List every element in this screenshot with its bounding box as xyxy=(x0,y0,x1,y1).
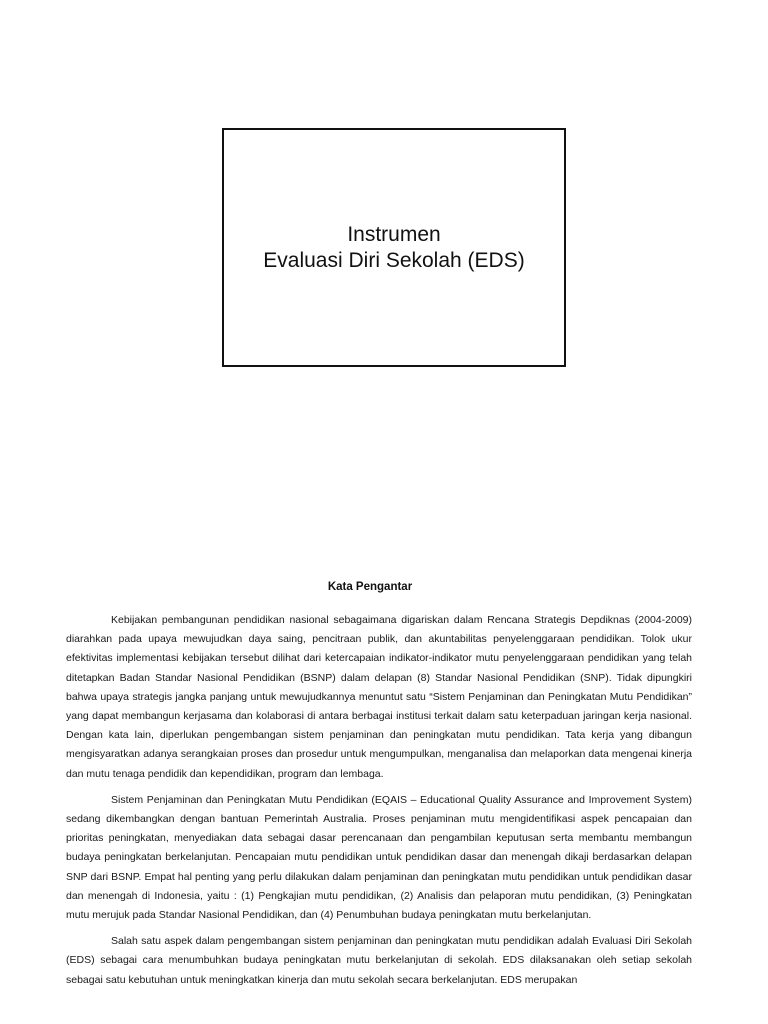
section-heading: Kata Pengantar xyxy=(327,581,413,593)
paragraph-2: Sistem Penjaminan dan Peningkatan Mutu Pendidikan (EQAIS – Educational Quality Assurance and Improvement System) sedang dikembangkan dengan bantuan Pemerintah Australia. Proses penjaminan mutu mengidentifikasi aspek pencapaian dan prioritas peningkatan, menyediakan data sebagai dasar perencanaan dan pengambilan keputusan serta membantu membangun budaya peningkatan berkelanjutan. Pencapaian mutu pendidikan untuk pendidikan dasar dan menengah dikaji berdasarkan delapan SNP dari BSNP. Empat hal penting yang perlu dilakukan dalam penjaminan dan peningkatan mutu pendidikan untuk pendidikan dasar dan menengah di Indonesia, yaitu : (1) Pengkajian mutu pendidikan, (2) Analisis dan pelaporan mutu pendidikan, (3) Peningkatan mutu merujuk pada Standar Nasional Pendidikan, dan (4) Penumbuhan budaya peningkatan mutu berkelanjutan. xyxy=(66,793,692,922)
cover-title-line-2: Evaluasi Diri Sekolah (EDS) xyxy=(263,248,525,272)
paragraph-3: Salah satu aspek dalam pengembangan sistem penjaminan dan peningkatan mutu pendidikan adalah Evaluasi Diri Sekolah (EDS) sebagai cara menumbuhkan budaya peningkatan mutu berkelanjutan di sekolah. EDS dilaksanakan oleh setiap sekolah sebagai satu kebutuhan untuk meningkatkan kinerja dan mutu sekolah secara berkelanjutan. EDS merupakan xyxy=(66,935,692,986)
cover-title-line-1: Instrumen xyxy=(347,222,441,246)
cover-title-box xyxy=(222,128,566,367)
paragraph-1: Kebijakan pembangunan pendidikan nasional sebagaimana digariskan dalam Rencana Strategis Depdiknas (2004-2009) diarahkan pada upaya mewujudkan daya saing, pencitraan publik, dan akuntabilitas penyelenggaraan pendidikan. Tolok ukur efektivitas implementasi kebijakan tersebut dilihat dari ketercapaian indikator-indikator mutu penyelenggaraan pendidikan yang telah ditetapkan Badan Standar Nasional Pendidikan (BSNP) dalam delapan (8) Standar Nasional Pendidikan (SNP). Tidak dipungkiri bahwa upaya strategis jangka panjang untuk mewujudkannya menuntut satu “Sistem Penjaminan dan Peningkatan Mutu Pendidikan” yang dapat membangun kerjasama dan kolaborasi di antara berbagai institusi terkait dalam satu keterpaduan jaringan kerja nasional. Dengan kata lain, diperlukan pengembangan sistem penjaminan dan peningkatan mutu pendidikan. Tata kerja yang dibangun mengisyaratkan adanya serangkaian proses dan prosedur untuk mengumpulkan, menganalisa dan melaporkan data mengenai kinerja dan mutu tenaga pendidik dan kependidikan, program dan lembaga. xyxy=(66,614,692,780)
body-text xyxy=(66,611,692,997)
